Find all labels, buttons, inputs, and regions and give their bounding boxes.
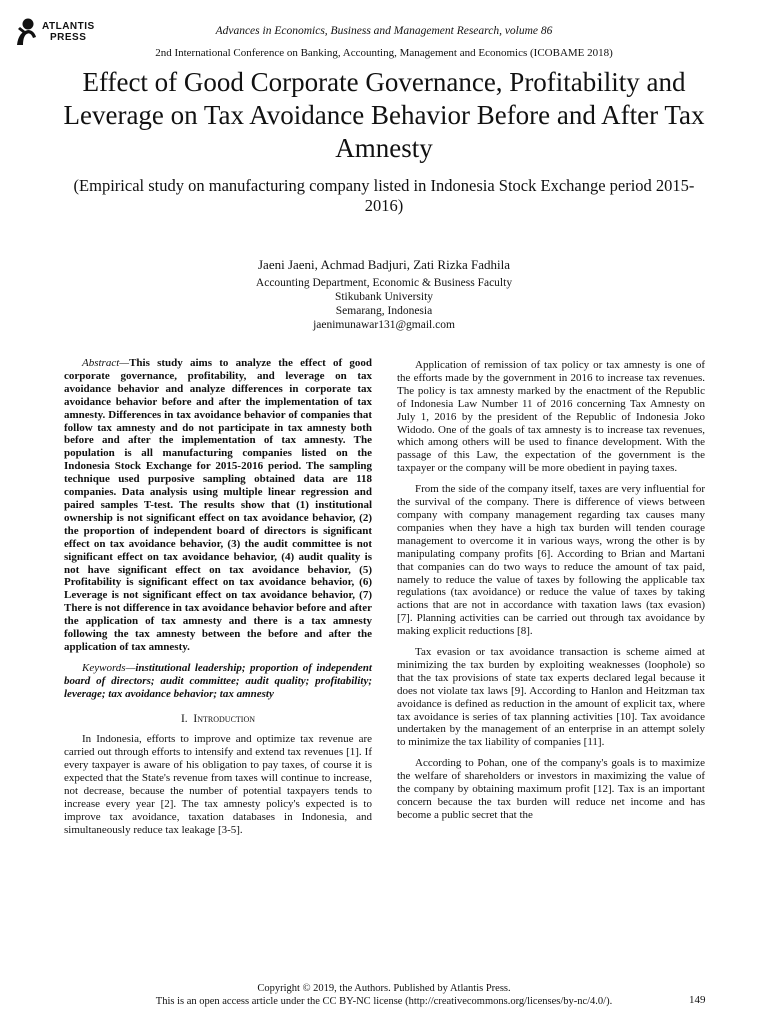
section-heading-introduction	[64, 713, 372, 726]
paper-title: Effect of Good Corporate Governance, Profitability and Leverage on Tax Avoidance Behavior Before and After Tax Amnesty	[63, 67, 705, 163]
body-paragraph-1: Application of remission of tax policy or tax amnesty is one of the efforts made by the government in 2016 to increase tax revenues. The policy is tax amnesty marked by the enactment of the Republic of Indonesia Law Number 11 of 2016 concerning Tax Amnesty on July 1, 2016 by the president of the Republic of Indonesia Joko Widodo. One of the goals of tax amnesty is to increase tax revenues, which among others will be used to finance development. With the passage of this Law, the expectation of the government is the taxpayer or the company will be more obedient in paying taxes.	[397, 359, 705, 475]
conference-header: 2nd International Conference on Banking, Accounting, Management and Economics (ICOBAME 2018)	[155, 47, 613, 59]
page-number: 149	[689, 994, 706, 1006]
affiliation-department: Accounting Department, Economic & Business Faculty	[255, 277, 513, 289]
body-paragraph-3: Tax evasion or tax avoidance transaction is scheme aimed at minimizing the tax burden by exploiting weaknesses (loophole) so that the tax provisions of state tax experts declared legal because it does not violate tax laws [9]. According to Hanlon and Heitzman tax avoidance is defined as reduction in the amount of explicit tax, where tax avoidance is series of tax planning activities [10]. Tax avoidance undertaken by the management of an enterprise in an attempt solely to minimize the tax liability of companies [11].	[397, 646, 705, 749]
right-column	[397, 359, 705, 830]
footer-copyright: Copyright © 2019, the Authors. Published by Atlantis Press.	[257, 983, 511, 994]
body-paragraph-4: According to Pohan, one of the company's goals is to maximize the welfare of shareholders or investors in maximizing the value of the company by obtaining maximum profit [12]. Tax is an important concern because the tax burden will reduce net income and has become a public secret that the	[397, 757, 705, 821]
intro-paragraph: In Indonesia, efforts to improve and optimize tax revenue are carried out through efforts to intensify and extend tax revenues [1]. If every taxpayer is aware of his obligation to pay taxes, of course it is expected that the State's revenue from taxes will continue to increase, not decrease, because the number of potential taxpayers tends to increase every year [2]. The tax amnesty policy's expected is to improve tax avoidance, taxation databases in Indonesia, and simultaneously reduce tax leakage [3-5].	[64, 733, 372, 836]
section-title: Introduction	[193, 712, 256, 725]
affiliation-city: Semarang, Indonesia	[335, 305, 433, 317]
abstract	[64, 357, 372, 654]
abstract-text: This study aims to analyze the effect of good corporate governance, profitability, and leverage on tax avoidance behavior and analyze differences in corporate tax avoidance behavior before and after the implementation of tax amnesty. Differences in tax avoidance behavior of companies that follow tax amnesty and do not participate in tax amnesty both before and after the implementation of tax amnesty. The population is all manufacturing companies listed on the Indonesia Stock Exchange for 2015-2016 period. The sampling technique used purposive sampling obtained data are 118 companies. Data analysis using multiple linear regression and paired samples T-test. The results show that (1) institutional ownership is not significant effect on tax avoidance behavior, (2) the proportion of independent board of directors is significant effect on tax avoidance behavior, (3) the audit committee is not significant effect on tax avoidance behavior, (4) audit quality is not have significant effect on tax avoidance behavior, (5) Profitability is significant effect on tax avoidance behavior, (6) Leverage is not significant effect on tax avoidance behavior, (7) There is not difference in tax avoidance behavior before and after the application of tax amnesty and there is a tax amnesty following the tax amnesty between the before and after the application of tax amnesty.	[64, 357, 372, 653]
footer-license: This is an open access article under the CC BY-NC license (http://creativecommons.org/licenses/by-nc/4.0/).	[155, 996, 613, 1007]
keywords-label: Keywords—	[82, 661, 136, 674]
left-column	[64, 357, 372, 845]
keywords	[64, 662, 372, 701]
keywords-text: institutional leadership; proportion of independent board of directors; audit committee; audit quality; profitability; leverage; tax avoidance behavior; tax amnesty	[64, 661, 372, 700]
affiliation-university: Stikubank University	[334, 291, 434, 303]
paper-subtitle: (Empirical study on manufacturing company listed in Indonesia Stock Exchange period 2015-2016)	[73, 176, 695, 215]
journal-header: Advances in Economics, Business and Management Research, volume 86	[215, 25, 553, 37]
publisher-name-line2: PRESS	[50, 32, 87, 43]
abstract-label: Abstract—	[82, 357, 130, 369]
publisher-name-line1: ATLANTIS	[42, 21, 95, 32]
author-list: Jaeni Jaeni, Achmad Badjuri, Zati Rizka Fadhila	[258, 257, 510, 272]
section-number: I.	[180, 712, 188, 725]
author-email: jaenimunawar131@gmail.com	[313, 319, 455, 331]
body-paragraph-2: From the side of the company itself, taxes are very influential for the survival of the company. There is difference of views between company with company management regarding tax causes many companies when they have a high tax burden will tenden courage management to overcome it in various ways, wrong the other is by manipulating company profits [6]. According to Brian and Martani that companies can do two ways to reduce the amount of tax paid, namely to reduce the value of taxes by following the applicable tax regulations (tax avoidance) or reduce the value of taxes by taking actions that are not in accordance with taxation laws (tax evasion) [7]. Planning activities can be carried out through tax avoidance by making explicit reductions [8].	[397, 483, 705, 638]
